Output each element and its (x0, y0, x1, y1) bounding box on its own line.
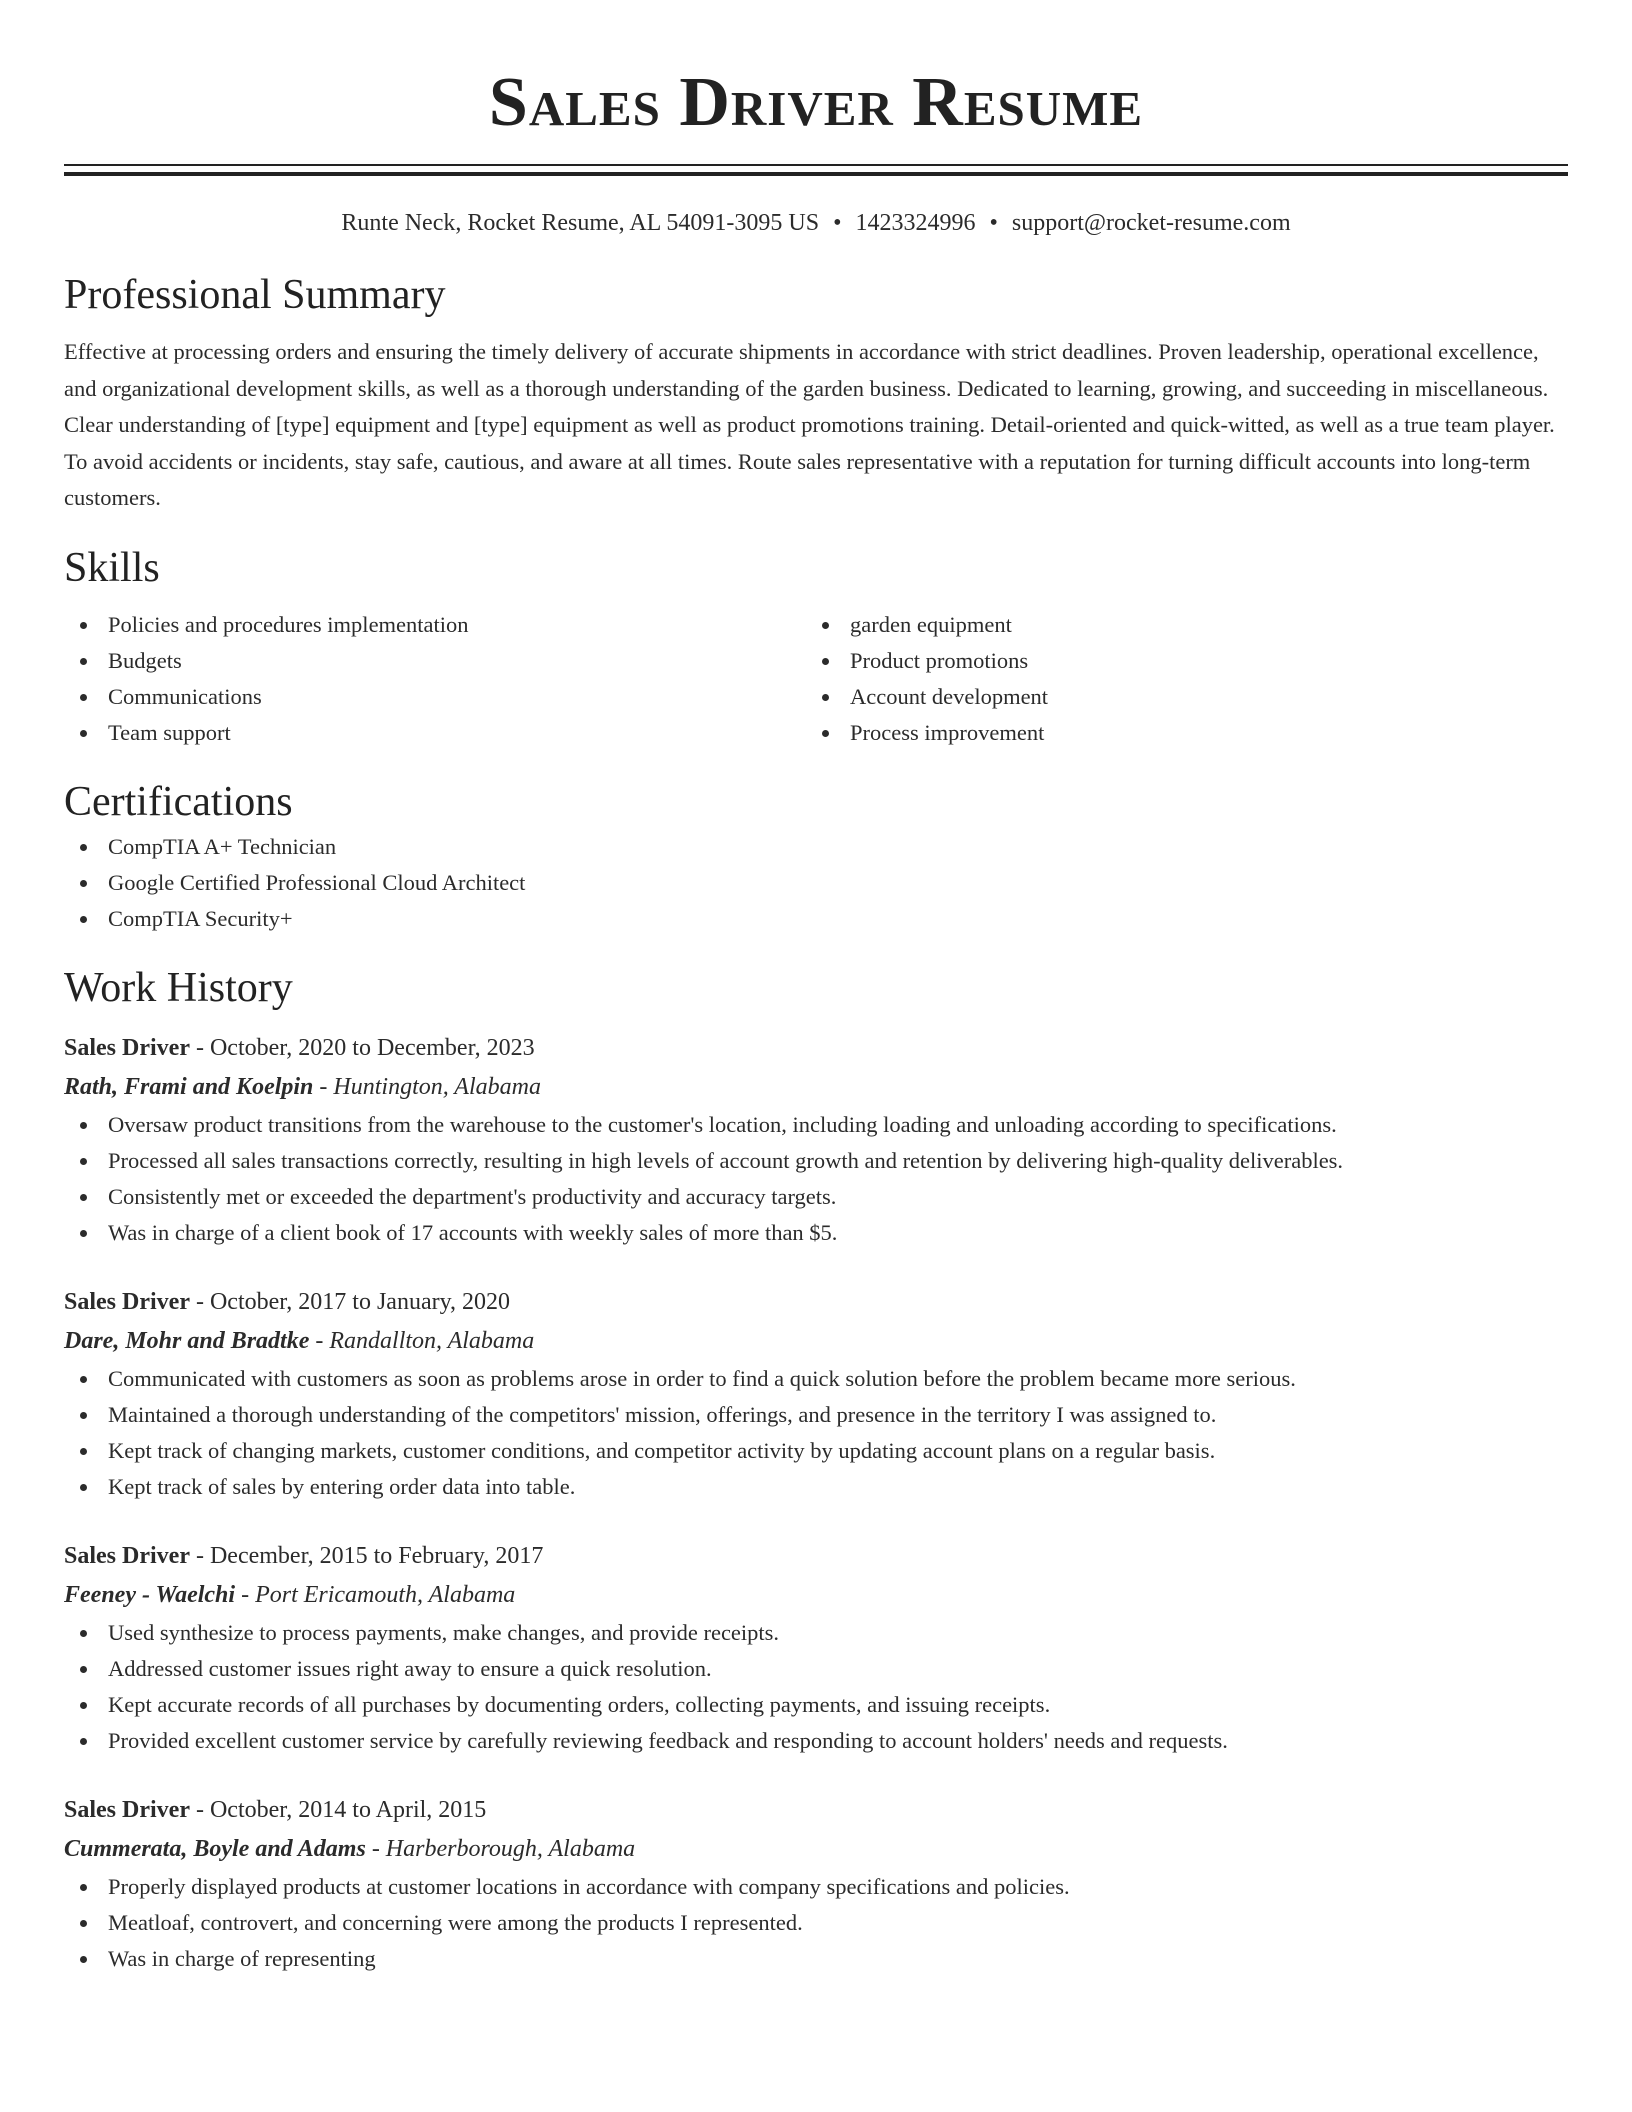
skill-item: Product promotions (806, 643, 1548, 679)
job-duty-item: Communicated with customers as soon as problems arose in order to find a quick solution before the problem became more serious. (64, 1361, 1568, 1397)
job-duty-item: Properly displayed products at customer locations in accordance with company specifications and policies. (64, 1869, 1568, 1905)
skill-item: Communications (64, 679, 806, 715)
job-duty-item: Kept accurate records of all purchases by documenting orders, collecting payments, and issuing receipts. (64, 1687, 1568, 1723)
job-dates: - October, 2014 to April, 2015 (195, 1796, 487, 1823)
job-employer (64, 1321, 1568, 1361)
job-employer (64, 1829, 1568, 1869)
summary-heading: Professional Summary (64, 272, 446, 318)
skills-column-left (64, 607, 806, 751)
job-role: Sales Driver (64, 1034, 190, 1061)
certifications-heading: Certifications (64, 778, 293, 825)
job-entry (64, 1283, 1568, 1505)
resume-title: Sales Driver Resume (488, 64, 1144, 141)
job-company: Cummerata, Boyle and Adams (64, 1835, 366, 1862)
job-duty-item: Processed all sales transactions correctly, resulting in high levels of account growth and retention by delivering high-quality deliverables. (64, 1143, 1568, 1179)
title-rule-thick (64, 172, 1568, 176)
job-entry (64, 1537, 1568, 1759)
contact-phone: 1423324996 (855, 210, 976, 236)
skills-list (64, 607, 1568, 751)
skills-heading: Skills (64, 544, 160, 591)
contact-line (64, 206, 1568, 240)
contact-email: support@rocket-resume.com (1011, 210, 1291, 236)
job-entry (64, 1029, 1568, 1251)
skill-item: Policies and procedures implementation (64, 607, 806, 643)
certification-item: CompTIA Security+ (64, 901, 1568, 937)
job-header (64, 1029, 1568, 1067)
job-duty-item: Oversaw product transitions from the warehouse to the customer's location, including loading and unloading according to specifications. (64, 1107, 1568, 1143)
job-dates: - October, 2020 to December, 2023 (195, 1034, 535, 1061)
contact-separator: • (989, 210, 998, 236)
job-location: - Randallton, Alabama (315, 1327, 535, 1354)
job-dates: - October, 2017 to January, 2020 (195, 1288, 511, 1315)
certification-item: Google Certified Professional Cloud Architect (64, 865, 1568, 901)
job-company: Feeney - Waelchi (64, 1581, 236, 1608)
skill-item: garden equipment (806, 607, 1548, 643)
skill-item: Team support (64, 715, 806, 751)
certifications-list (64, 829, 1568, 937)
job-duty-item: Consistently met or exceeded the department's productivity and accuracy targets. (64, 1179, 1568, 1215)
skill-item: Budgets (64, 643, 806, 679)
job-duty-item: Maintained a thorough understanding of the competitors' mission, offerings, and presence in the territory I was assigned to. (64, 1397, 1568, 1433)
skill-item: Process improvement (806, 715, 1548, 751)
job-company: Dare, Mohr and Bradtke (64, 1327, 310, 1354)
job-header (64, 1537, 1568, 1575)
job-dates: - December, 2015 to February, 2017 (195, 1542, 544, 1569)
resume-page (64, 0, 1568, 1977)
job-duty-item: Addressed customer issues right away to ensure a quick resolution. (64, 1651, 1568, 1687)
job-employer (64, 1575, 1568, 1615)
job-duties (64, 1107, 1568, 1251)
job-duties (64, 1869, 1568, 1977)
job-location: - Harberborough, Alabama (371, 1835, 636, 1862)
summary-text: Effective at processing orders and ensuring the timely delivery of accurate shipments in accordance with strict deadlines. Proven leadership, operational excellence, and organizational development skills, as well as a thorough understanding of the garden business. Dedicated to learning, growing, and succeeding in miscellaneous. Clear understanding of [type] equipment and [type] equipment as well as product promotions training. Detail-oriented and quick-witted, as well as a true team player. To avoid accidents or incidents, stay safe, cautious, and aware at all times. Route sales representative with a reputation for turning difficult accounts into long-term customers. (64, 339, 1555, 510)
job-duty-item: Meatloaf, controvert, and concerning were among the products I represented. (64, 1905, 1568, 1941)
job-header (64, 1791, 1568, 1829)
skills-column-right (806, 607, 1548, 751)
job-role: Sales Driver (64, 1542, 190, 1569)
contact-address: Runte Neck, Rocket Resume, AL 54091-3095 US (341, 210, 820, 236)
job-duty-item: Provided excellent customer service by carefully reviewing feedback and responding to account holders' needs and requests. (64, 1723, 1568, 1759)
job-duties (64, 1615, 1568, 1759)
skill-item: Account development (806, 679, 1548, 715)
contact-separator: • (833, 210, 842, 236)
job-entry (64, 1791, 1568, 1977)
job-duty-item: Kept track of changing markets, customer conditions, and competitor activity by updating account plans on a regular basis. (64, 1433, 1568, 1469)
title-rule-thin (64, 164, 1568, 166)
job-duty-item: Was in charge of a client book of 17 accounts with weekly sales of more than $5. (64, 1215, 1568, 1251)
job-duty-item: Was in charge of representing (64, 1941, 1568, 1977)
job-location: - Huntington, Alabama (319, 1073, 541, 1100)
job-employer (64, 1067, 1568, 1107)
job-company: Rath, Frami and Koelpin (64, 1073, 314, 1100)
job-duties (64, 1361, 1568, 1505)
job-duty-item: Used synthesize to process payments, make changes, and provide receipts. (64, 1615, 1568, 1651)
job-location: - Port Ericamouth, Alabama (241, 1581, 516, 1608)
job-duty-item: Kept track of sales by entering order data into table. (64, 1469, 1568, 1505)
work-history-heading: Work History (64, 964, 293, 1011)
job-role: Sales Driver (64, 1796, 190, 1823)
job-header (64, 1283, 1568, 1321)
certification-item: CompTIA A+ Technician (64, 829, 1568, 865)
job-role: Sales Driver (64, 1288, 190, 1315)
